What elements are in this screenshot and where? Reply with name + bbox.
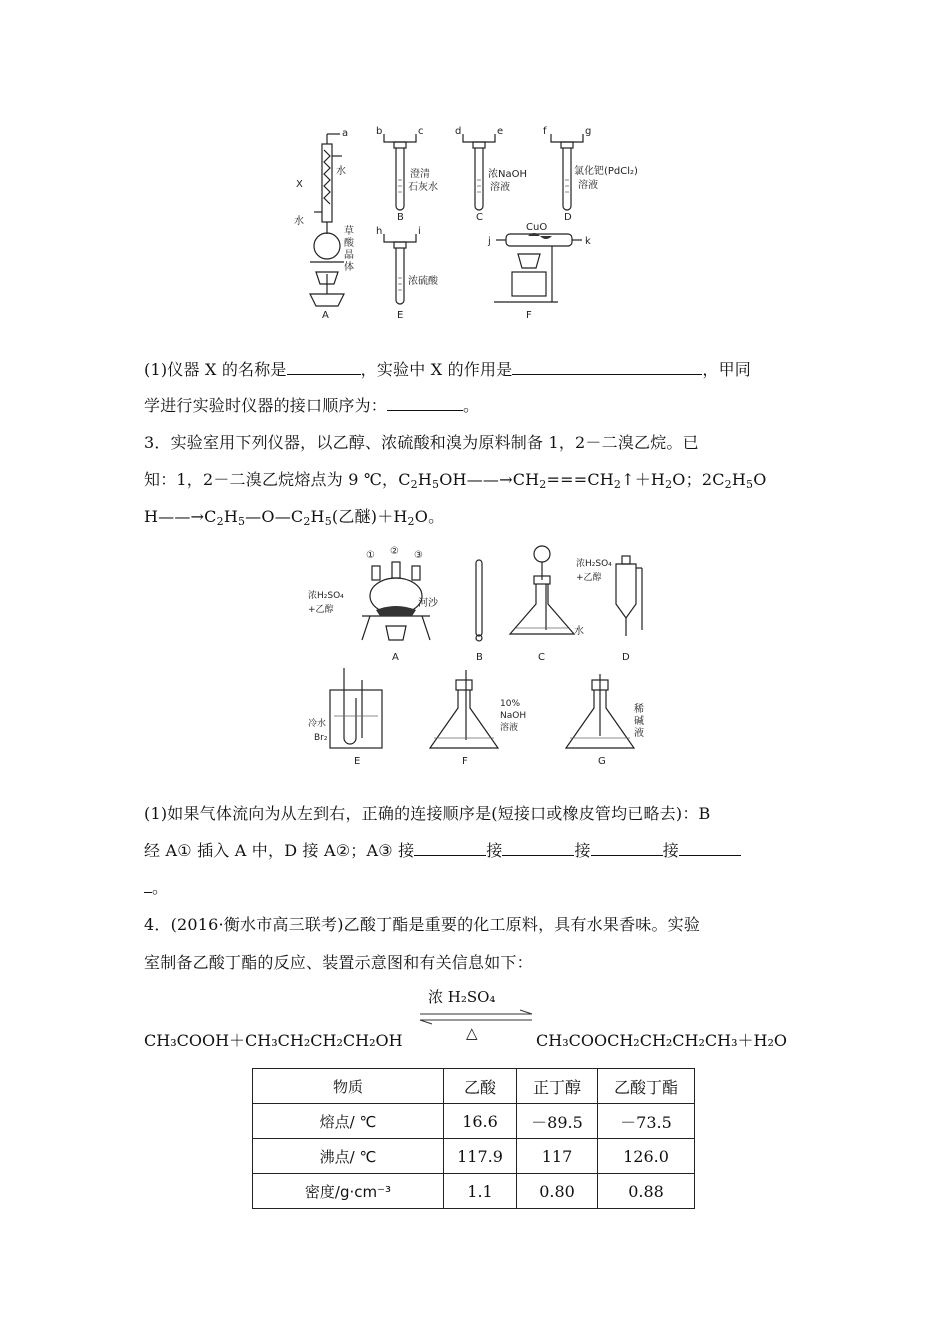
reaction-equation <box>144 988 808 1066</box>
apparatus-figure-1 <box>280 122 680 327</box>
label-conc-h2so4-d: 浓H₂SO₄ <box>576 559 612 569</box>
table-header: 物质 <box>253 1069 444 1104</box>
sub: 2 <box>665 478 673 491</box>
sub: 5 <box>432 478 440 491</box>
answer-blank-3[interactable] <box>387 392 463 411</box>
table-header: 乙酸丁酯 <box>598 1069 695 1104</box>
label-i: i <box>418 226 421 237</box>
label-a: a <box>342 128 349 139</box>
label-conc-h2so4: 浓H₂SO₄ <box>308 591 344 601</box>
label-cold-water: 冷水 <box>308 719 327 729</box>
sub: 2 <box>539 478 547 491</box>
answer-blank-2[interactable] <box>512 356 702 375</box>
label-oxalic-2: 酸 <box>344 238 354 249</box>
q3-text-k: —O—C <box>245 507 304 526</box>
sub: 2 <box>216 515 224 528</box>
q3-text-j: H <box>223 507 238 526</box>
q3-text-n: O。 <box>414 507 445 526</box>
label-c: c <box>418 126 424 137</box>
table-cell: 0.80 <box>517 1174 598 1209</box>
label-naoh-2: NaOH <box>500 711 527 721</box>
label-naoh-1: 浓NaOH <box>488 169 527 180</box>
sub: 2 <box>613 478 622 491</box>
label-neck-3: ③ <box>414 550 423 561</box>
label-F: F <box>462 756 468 767</box>
q3-text-f: O；2C <box>672 470 725 489</box>
label-limewater-2: 石灰水 <box>408 182 438 193</box>
label-e: e <box>497 126 504 137</box>
label-f: f <box>543 126 547 137</box>
q3b-end: 。 <box>152 878 169 897</box>
connector: 接 <box>574 841 591 860</box>
label-naoh-2: 溶液 <box>490 182 510 193</box>
equation-heat: △ <box>466 1024 478 1042</box>
label-b: b <box>376 126 383 137</box>
q3b-text: 经 A① 插入 A 中，D 接 A②；A③ 接 <box>144 841 415 860</box>
property-table <box>252 1068 695 1209</box>
label-ethanol-d: +乙醇 <box>576 573 602 583</box>
label-D: D <box>622 652 630 663</box>
q4-line-2: 室制备乙酸丁酯的反应、装置示意图和有关信息如下： <box>144 953 533 972</box>
table-cell: 0.88 <box>598 1174 695 1209</box>
q3b-line-2 <box>144 833 808 869</box>
answer-blank-7[interactable] <box>679 837 741 856</box>
q2-text-1: (1)仪器 X 的名称是 <box>144 360 287 379</box>
label-h2so4: 浓硫酸 <box>408 276 438 287</box>
apparatus-figure-2 <box>300 540 660 770</box>
connector: 接 <box>662 841 679 860</box>
table-row <box>253 1104 695 1139</box>
label-limewater-1: 澄清 <box>410 169 430 180</box>
q2-text-5: 。 <box>463 396 480 415</box>
label-h: h <box>376 226 383 237</box>
answer-blank-4[interactable] <box>414 837 486 856</box>
q3-text-l: H <box>310 507 325 526</box>
label-dilute-3: 液 <box>634 728 644 739</box>
table-header: 乙酸 <box>444 1069 517 1104</box>
q3-text-e: ↑＋H <box>621 470 666 489</box>
answer-blank-7-tail[interactable] <box>144 874 152 893</box>
table-cell: 126.0 <box>598 1139 695 1174</box>
sub: 5 <box>746 478 754 491</box>
label-C: C <box>538 652 545 663</box>
label-x: X <box>296 179 303 190</box>
sub: 2 <box>407 515 415 528</box>
q3-text-g: H <box>731 470 746 489</box>
q3-line-3 <box>144 499 808 540</box>
q3-line-1: 3．实验室用下列仪器，以乙醇、浓硫酸和溴为原料制备 1，2－二溴乙烷。已 <box>144 433 699 452</box>
apparatus-figure-1-drawing <box>280 122 680 327</box>
q3-line-2 <box>144 462 808 503</box>
q2-text-4: 学进行实验时仪器的接口顺序为： <box>144 396 388 415</box>
table-cell: －73.5 <box>598 1104 695 1139</box>
table-cell: 117.9 <box>444 1139 517 1174</box>
q3b-line-1: (1)如果气体流向为从左到右，正确的连接顺序是(短接口或橡皮管均已略去)：B <box>144 804 711 823</box>
sub: 2 <box>724 478 732 491</box>
q4-line-1: 4．(2016·衡水市高三联考)乙酸丁酯是重要的化工原料，具有水果香味。实验 <box>144 915 701 934</box>
table-cell: 16.6 <box>444 1104 517 1139</box>
label-E: E <box>397 310 404 321</box>
label-oxalic-4: 体 <box>344 262 354 273</box>
table-cell: 1.1 <box>444 1174 517 1209</box>
table-cell: 沸点/ ℃ <box>253 1139 444 1174</box>
q3-text-d: ===CH <box>546 470 614 489</box>
label-A: A <box>392 652 399 663</box>
label-d: d <box>455 126 462 137</box>
answer-blank-6[interactable] <box>591 837 663 856</box>
sub: 5 <box>237 515 246 528</box>
label-dilute-2: 碱 <box>634 716 644 727</box>
label-neck-1: ① <box>366 550 375 561</box>
answer-blank-5[interactable] <box>502 837 574 856</box>
table-cell: －89.5 <box>517 1104 598 1139</box>
label-pdcl2-2: 溶液 <box>578 180 598 191</box>
answer-blank-1[interactable] <box>287 356 361 375</box>
equation-left: CH₃COOH＋CH₃CH₂CH₂CH₂OH <box>144 1031 403 1050</box>
table-header-row <box>253 1069 695 1104</box>
label-neck-2: ② <box>390 546 399 557</box>
equation-arrow <box>416 986 536 1046</box>
sub: 5 <box>324 515 332 528</box>
q3-text-a: 知：1，2－二溴乙烷熔点为 9 ℃，C <box>144 470 411 489</box>
label-pdcl2-1: 氯化钯(PdCl₂) <box>574 166 638 177</box>
label-j: j <box>488 236 491 247</box>
q3-text-b: H <box>417 470 433 489</box>
q3b-line-3 <box>144 870 808 906</box>
label-C: C <box>476 212 483 223</box>
label-water: 水 <box>574 626 584 637</box>
q2-text-3: ，甲同 <box>702 360 752 379</box>
q2-line-1 <box>144 352 808 388</box>
table-cell: 密度/g·cm⁻³ <box>253 1174 444 1209</box>
label-B: B <box>397 212 404 223</box>
label-naoh-3: 溶液 <box>500 723 519 733</box>
label-g: g <box>585 126 592 137</box>
label-naoh-1: 10% <box>500 699 521 709</box>
table-header: 正丁醇 <box>517 1069 598 1104</box>
table-cell: 117 <box>517 1139 598 1174</box>
apparatus-figure-2-drawing <box>300 540 660 770</box>
table-row <box>253 1139 695 1174</box>
q2-text-2: ，实验中 X 的作用是 <box>360 360 513 379</box>
label-D: D <box>564 212 572 223</box>
label-water-in: 水 <box>294 216 304 227</box>
label-dilute-1: 稀 <box>634 704 644 715</box>
label-G: G <box>598 756 606 767</box>
q3-text-m: (乙醚)＋H <box>331 507 408 526</box>
q2-line-2 <box>144 388 808 424</box>
label-water-out: 水 <box>336 166 346 177</box>
q3-text-i: H——→C <box>144 507 217 526</box>
label-oxalic-1: 草 <box>344 226 354 237</box>
label-sand: 河沙 <box>418 598 438 609</box>
label-br2: Br₂ <box>314 733 328 743</box>
label-E: E <box>354 756 361 767</box>
sub: 2 <box>410 478 418 491</box>
equation-right: CH₃COOCH₂CH₂CH₂CH₃＋H₂O <box>536 1031 788 1050</box>
label-ethanol: +乙醇 <box>308 605 334 615</box>
label-F: F <box>526 310 532 321</box>
q3-text-c: OH——→CH <box>439 470 540 489</box>
label-cuo: CuO <box>526 222 548 233</box>
label-B: B <box>476 652 483 663</box>
connector: 接 <box>486 841 503 860</box>
label-k: k <box>585 236 591 247</box>
table-cell: 熔点/ ℃ <box>253 1104 444 1139</box>
table-row <box>253 1174 695 1209</box>
equation-catalyst: 浓 H₂SO₄ <box>428 988 496 1006</box>
label-oxalic-3: 晶 <box>344 250 354 261</box>
sub: 2 <box>303 515 311 528</box>
label-A: A <box>322 310 329 321</box>
q3-text-h: O <box>753 470 767 489</box>
